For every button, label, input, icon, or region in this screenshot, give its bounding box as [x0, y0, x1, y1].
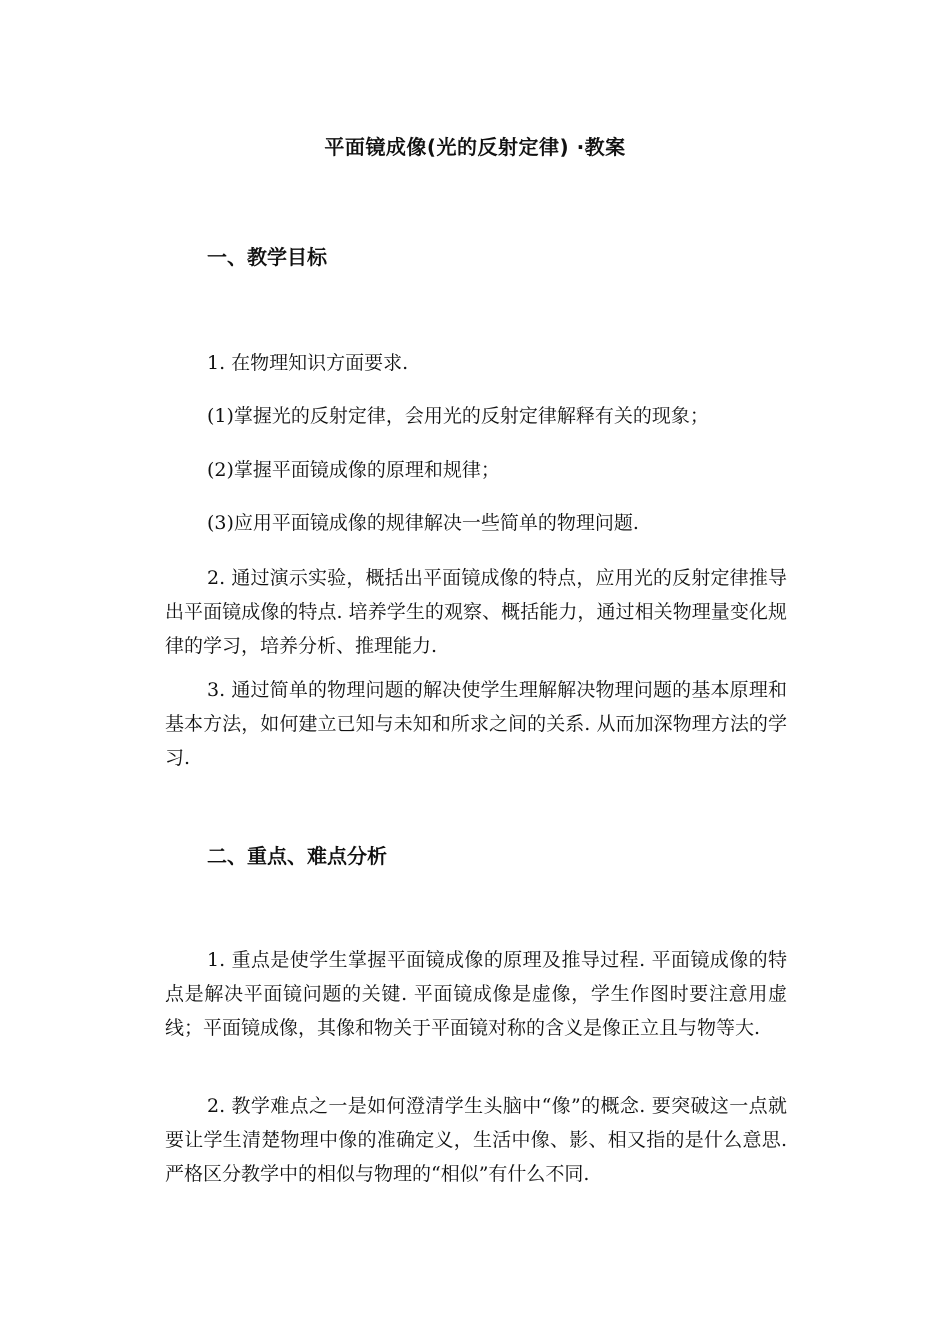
section-heading-teaching-goals: 一、教学目标 [207, 245, 327, 269]
goal-subitem-3: (3)应用平面镜成像的规律解决一些简单的物理问题. [207, 512, 639, 534]
section-heading-key-points: 二、重点、难点分析 [207, 844, 387, 868]
goal-item-1: 1. 在物理知识方面要求. [207, 352, 409, 374]
goal-subitem-2: (2)掌握平面镜成像的原理和规律； [207, 459, 500, 481]
goal-subitem-1: (1)掌握光的反射定律，会用光的反射定律解释有关的现象； [207, 405, 709, 427]
key-point-item-1: 1. 重点是使学生掌握平面镜成像的原理及推导过程. 平面镜成像的特点是解决平面镜问题的关键. 平面镜成像是虚像，学生作图时要注意用虚线；平面镜成像，其像和物关于平面镜对称的含义是像正立且与物等大. [165, 949, 787, 1039]
document-title: 平面镜成像(光的反射定律) ·教案 [324, 135, 626, 159]
key-point-item-2: 2. 教学难点之一是如何澄清学生头脑中“像”的概念. 要突破这一点就要让学生清楚物理中像的准确定义，生活中像、影、相又指的是什么意思. 严格区分教学中的相似与物理的“相似”有什么不同. [165, 1095, 787, 1185]
goal-item-3: 3. 通过简单的物理问题的解决使学生理解解决物理问题的基本原理和基本方法，如何建立已知与未知和所求之间的关系. 从而加深物理方法的学习. [165, 679, 787, 769]
goal-item-2: 2. 通过演示实验，概括出平面镜成像的特点，应用光的反射定律推导出平面镜成像的特点. 培养学生的观察、概括能力，通过相关物理量变化规律的学习，培养分析、推理能力. [165, 567, 787, 657]
